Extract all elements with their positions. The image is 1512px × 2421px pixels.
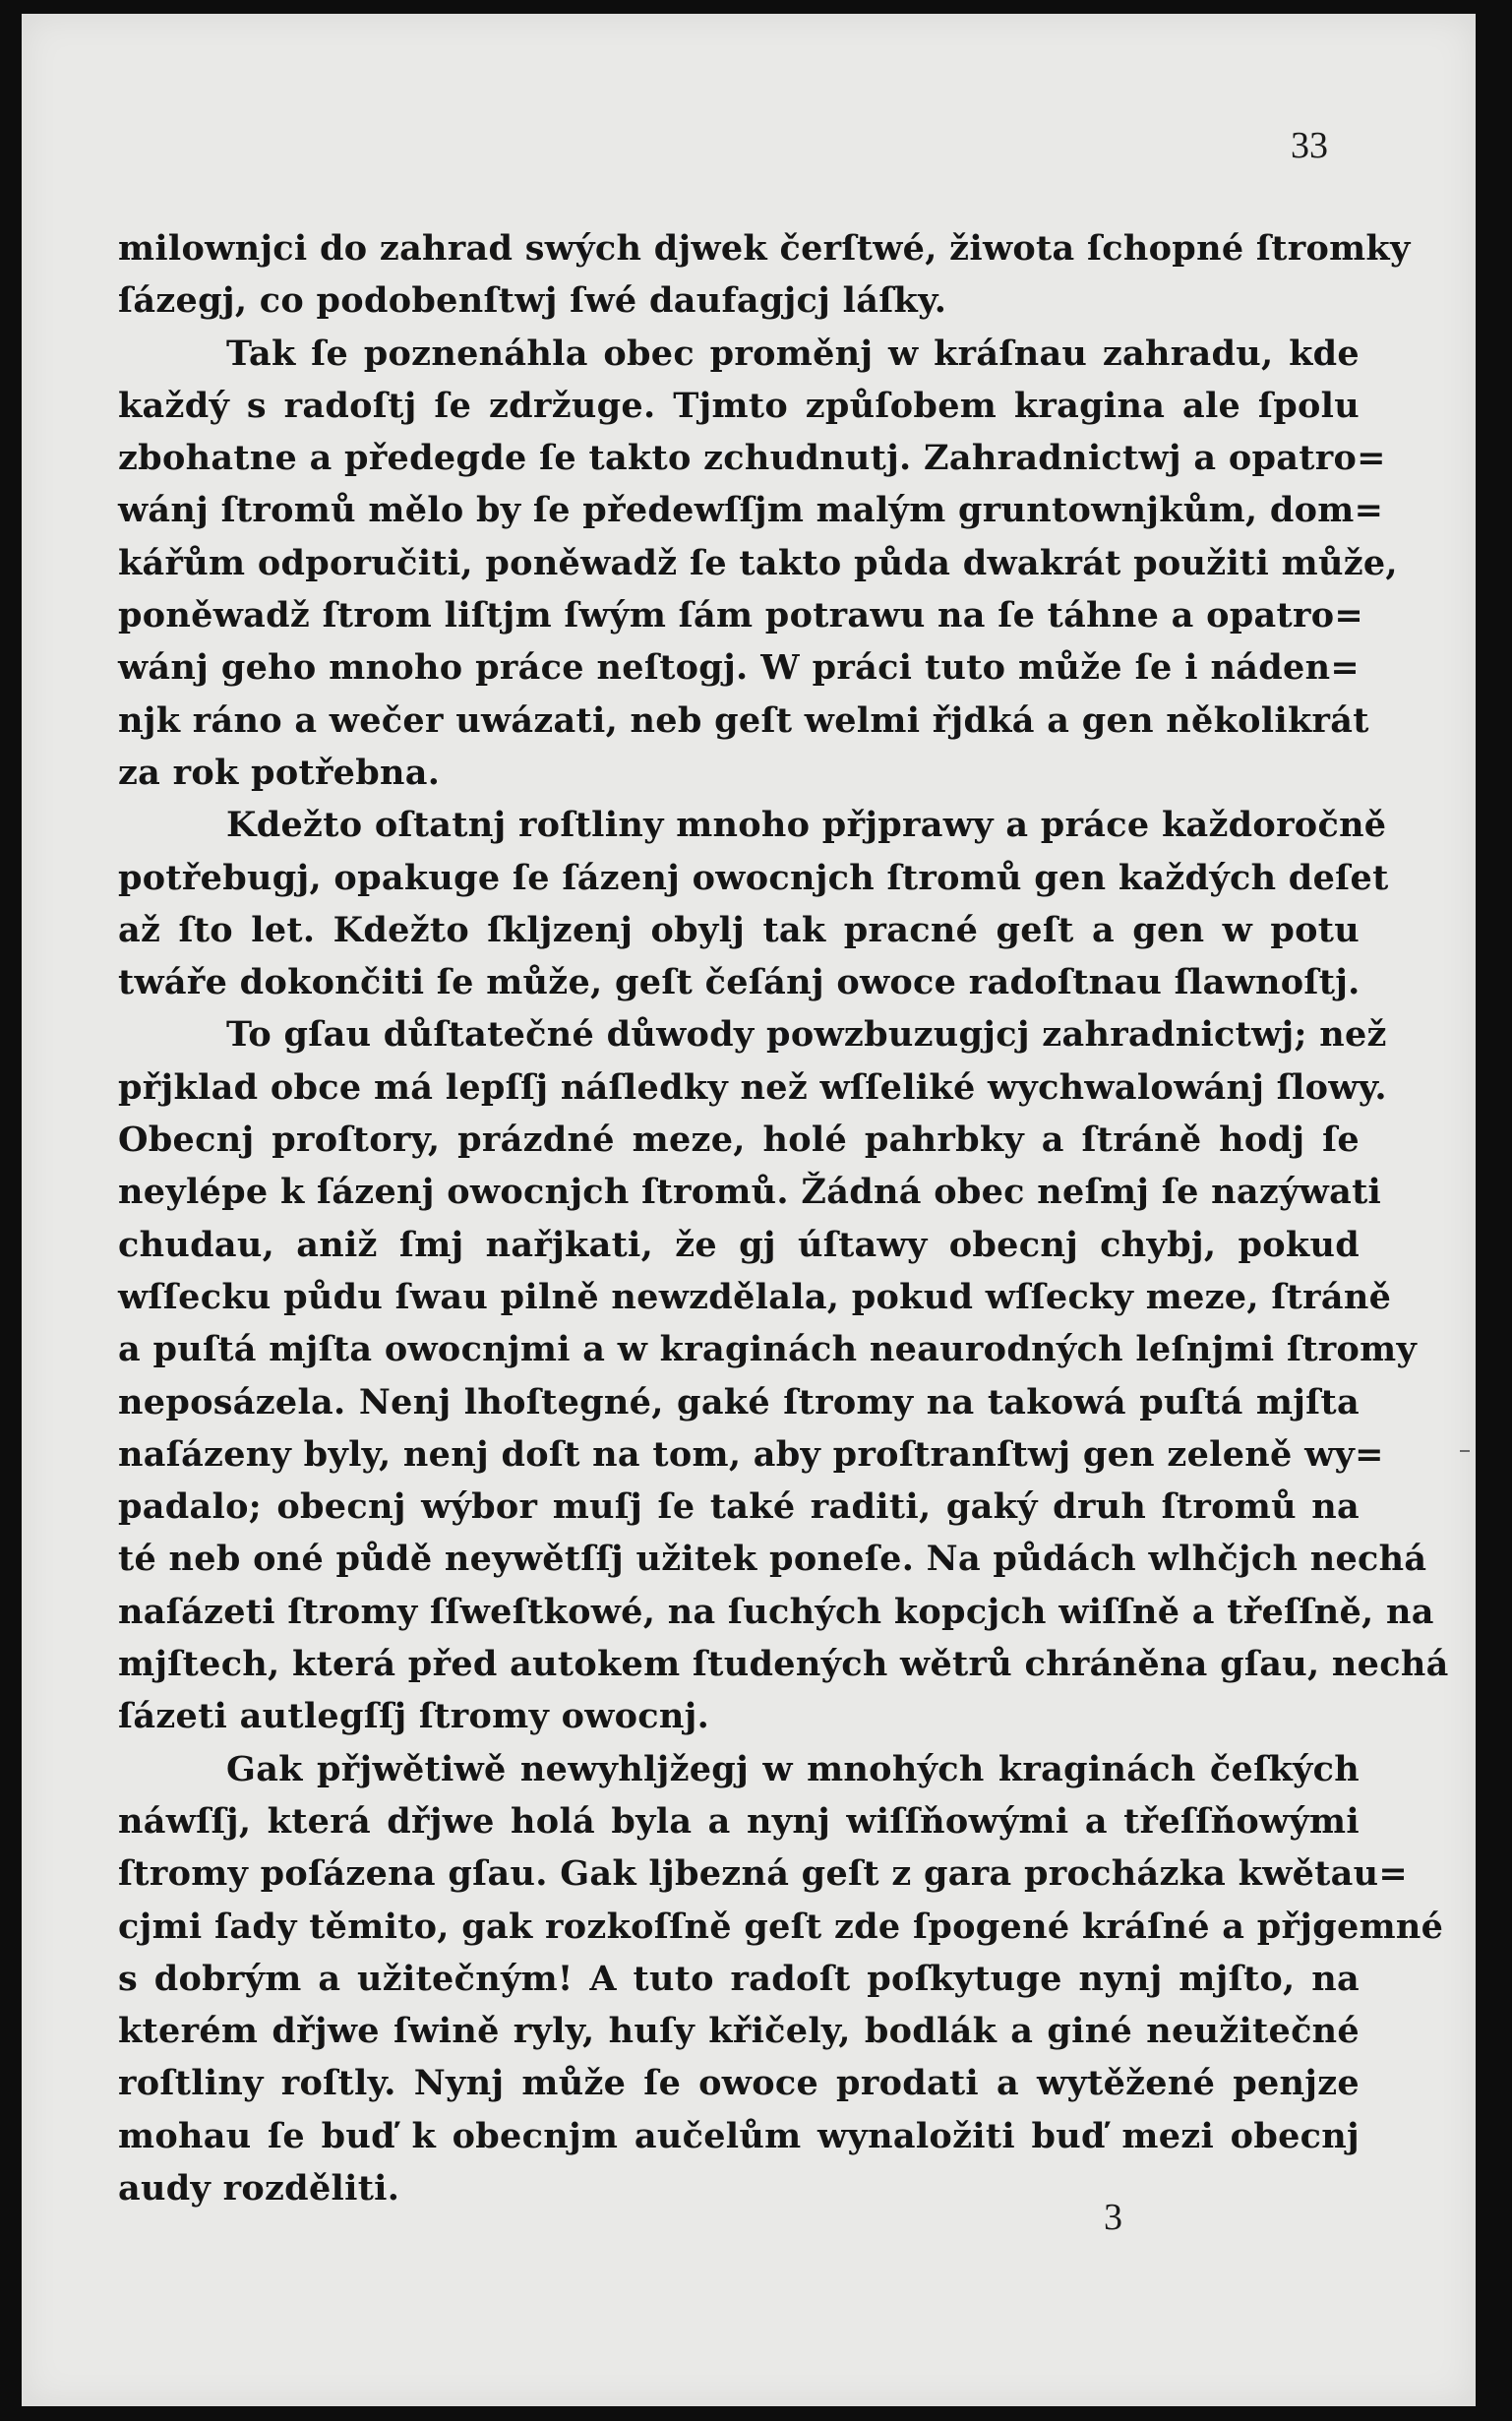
text-line: a puſtá mjſta owocnjmi a w kraginách neaurodných leſnjmi ſtromy [118, 1329, 1418, 1370]
text-line: zbohatne a předegde ſe takto zchudnutj. Zahradnictwj a opatro= [118, 438, 1386, 479]
text-line: mjſtech, která před autokem ſtudených wětrů chráněna gſau, nechá [118, 1644, 1449, 1685]
page-number: 33 [1291, 125, 1328, 166]
signature-mark: 3 [1104, 2197, 1122, 2238]
text-line: Kdežto oſtatnj roſtliny mnoho přjprawy a práce každoročně [226, 805, 1387, 846]
text-line: ſázegj, co podobenſtwj ſwé daufagjcj láſky. [118, 280, 947, 322]
text-line: milownjci do zahrad swých djwek čerſtwé, žiwota ſchopné ſtromky [118, 228, 1411, 269]
text-line: naſázeti ſtromy ſſweſtkowé, na ſuchých kopcjch wiſſně a třeſſně, na [118, 1591, 1434, 1632]
edge-mark [1460, 1450, 1470, 1452]
text-line: wánj geho mnoho práce neſtogj. W práci tuto může ſe i náden= [118, 647, 1360, 689]
body-text [118, 222, 1449, 2214]
text-line: wſſecku půdu ſwau pilně newzdělala, pokud wſſecky meze, ſtráně [118, 1276, 1392, 1317]
text-line: neylépe k ſázenj owocnjch ſtromů. Žádná obec neſmj ſe nazýwati [118, 1172, 1382, 1213]
text-line: kterém dřjwe ſwině ryly, huſy křičely, bodlák a giné neužitečné [118, 2011, 1360, 2052]
text-line: roſtliny roſtly. Nynj může ſe owoce prodati a wytěžené penjze [118, 2063, 1360, 2104]
text-line: padalo; obecnj wýbor muſj ſe také raditi, gaký druh ſtromů na [118, 1486, 1360, 1528]
text-line: Obecnj proſtory, prázdné meze, holé pahrbky a ſtráně hodj ſe [118, 1120, 1360, 1161]
text-line: za rok potřebna. [118, 752, 441, 793]
text-line: potřebugj, opakuge ſe ſázenj owocnjch ſtromů gen každých deſet [118, 857, 1389, 898]
text-line: náwſſj, která dřjwe holá byla a nynj wiſſňowými a třeſſňowými [118, 1800, 1360, 1842]
text-line: mohau ſe buď k obecnjm aučelům wynaložiti buď mezi obecnj [118, 2115, 1360, 2156]
text-line: každý s radoſtj ſe zdržuge. Tjmto způſobem kragina ale ſpolu [118, 385, 1360, 426]
text-line: až ſto let. Kdežto ſkljzenj obylj tak pracné geſt a gen w potu [118, 909, 1360, 950]
text-line: twáře dokončiti ſe může, geſt čeſánj owoce radoſtnau ſlawnoſtj. [118, 962, 1361, 1003]
text-line: njk ráno a wečer uwázati, neb geſt welmi řjdká a gen několikrát [118, 699, 1369, 741]
text-line: wánj ſtromů mělo by ſe předewſſjm malým gruntownjkům, dom= [118, 490, 1384, 531]
text-line: ſázeti autlegſſj ſtromy owocnj. [118, 1696, 710, 1737]
text-line: naſázeny byly, nenj doſt na tom, aby proſtranſtwj gen zeleně wy= [118, 1433, 1384, 1475]
text-line: Tak ſe poznenáhla obec proměnj w kráſnau zahradu, kde [226, 333, 1360, 374]
text-line: cjmi ſady těmito, gak rozkoſſně geſt zde ſpogené kráſné a přjgemné [118, 1906, 1444, 1947]
text-line: chudau, aniž ſmj nařjkati, že gj úſtawy obecnj chybj, pokud [118, 1224, 1360, 1265]
book-page [22, 14, 1476, 2406]
text-line: s dobrým a užitečným! A tuto radoſt poſkytuge nynj mjſto, na [118, 1958, 1360, 1999]
text-line: přjklad obce má lepſſj náſledky než wſſeliké wychwalowánj ſlowy. [118, 1066, 1387, 1108]
text-line: poněwadž ſtrom liſtjm ſwým ſám potrawu na ſe táhne a opatro= [118, 595, 1364, 636]
text-line: kářům odporučiti, poněwadž ſe takto půda dwakrát použiti může, [118, 542, 1398, 583]
text-line: audy rozděliti. [118, 2167, 400, 2209]
text-line: To gſau důſtatečné důwody powzbuzugjcj zahradnictwj; než [226, 1014, 1387, 1056]
text-line: ſtromy poſázena gſau. Gak ljbezná geſt z gara procházka kwětau= [118, 1853, 1408, 1895]
text-line: Gak přjwětiwě newyhljžegj w mnohých kraginách čeſkých [226, 1748, 1360, 1789]
text-line: neposázela. Nenj lhoſtegné, gaké ſtromy na takowá puſtá mjſta [118, 1381, 1360, 1422]
text-line: té neb oné půdě neywětſſj užitek poneſe. Na půdách wlhčjch nechá [118, 1539, 1427, 1580]
